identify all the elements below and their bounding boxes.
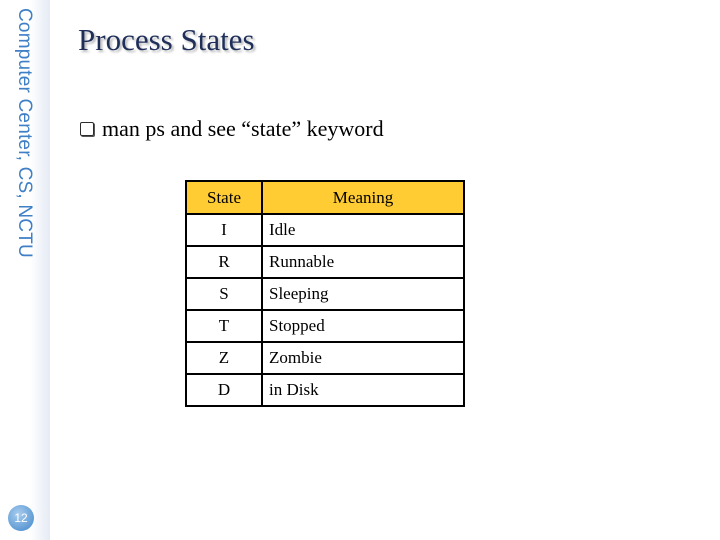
page-number-badge: 12 (8, 505, 34, 531)
bullet-item (80, 116, 384, 142)
state-code: R (186, 246, 262, 278)
state-meaning: Stopped (262, 310, 464, 342)
state-code: S (186, 278, 262, 310)
table-header-row (186, 181, 464, 214)
table-row (186, 214, 464, 246)
sidebar (0, 0, 50, 540)
state-meaning: Runnable (262, 246, 464, 278)
table-row (186, 374, 464, 406)
state-code: D (186, 374, 262, 406)
state-code: I (186, 214, 262, 246)
state-code: T (186, 310, 262, 342)
table-row (186, 246, 464, 278)
state-table (185, 180, 465, 407)
state-meaning: Sleeping (262, 278, 464, 310)
state-code: Z (186, 342, 262, 374)
header-state: State (186, 181, 262, 214)
state-meaning: in Disk (262, 374, 464, 406)
sidebar-title: Computer Center, CS, NCTU (14, 8, 35, 258)
table-row (186, 310, 464, 342)
slide-title: Process States (78, 22, 255, 57)
table-row (186, 278, 464, 310)
table-row (186, 342, 464, 374)
state-meaning: Idle (262, 214, 464, 246)
state-meaning: Zombie (262, 342, 464, 374)
checkbox-bullet-icon (80, 122, 94, 136)
bullet-text: man ps and see “state” keyword (102, 116, 384, 141)
header-meaning: Meaning (262, 181, 464, 214)
